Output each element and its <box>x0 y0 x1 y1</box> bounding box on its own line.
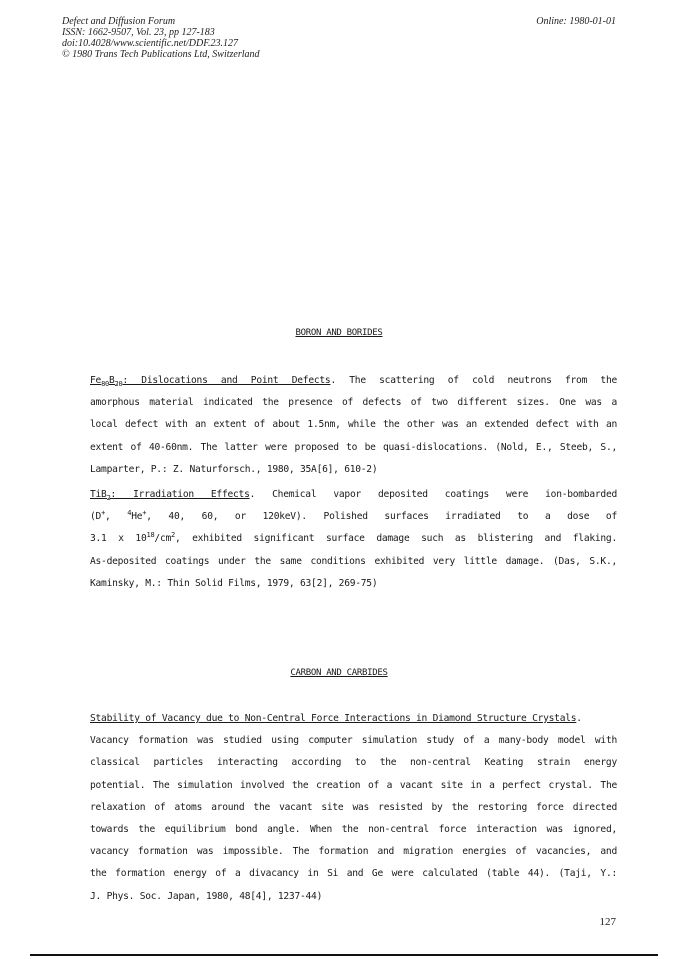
entry-citation: J. Phys. Soc. Japan, 1980, 48[4], 1237-44) <box>90 890 323 902</box>
entry-fe80b20 <box>90 370 617 481</box>
entry-line: amorphous material indicated the presence of defects of two different sizes. One was a <box>90 397 617 409</box>
entry-line: Vacancy formation was studied using computer simulation study of a many-body model with <box>90 735 617 747</box>
entry-tib2 <box>90 484 617 595</box>
entry-line: relaxation of atoms around the vacant site was resisted by the restoring force directed <box>90 801 617 813</box>
entry-line: potential. The simulation involved the creation of a vacant site in a perfect crystal. The <box>90 779 617 791</box>
entry-line: Stability of Vacancy due to Non-Central Force Interactions in Diamond Structure Crystals. <box>90 713 582 724</box>
entry-line: local defect with an extent of about 1.5nm, while the other was an extended defect with an <box>90 419 617 431</box>
entry-citation: Lamparter, P.: Z. Naturforsch., 1980, 35A[6], 610-2) <box>90 463 378 475</box>
section-heading-carbon: CARBON AND CARBIDES <box>290 668 388 678</box>
footer-rule <box>30 954 658 956</box>
entry-line: $Fe_{80}B_{20}$: Dislocations and Point Defects. The scattering of cold neutrons from the <box>90 375 617 388</box>
journal-header <box>62 16 260 60</box>
entry-line: TiB$_2$: Irradiation Effects. Chemical vapor deposited coatings were ion-bombarded <box>90 489 617 502</box>
entry-citation: Kaminsky, M.: Thin Solid Films, 1979, 63[2], 269-75) <box>90 577 378 589</box>
doi: doi:10.4028/www.scientific.net/DDF.23.127 <box>62 38 239 49</box>
entry-line: vacancy formation was impossible. The formation and migration energies of vacancies, and <box>90 846 617 858</box>
entry-line: 3.1 x $10^{18}/cm^2$, exhibited significant surface damage such as blistering and flaking. <box>90 531 617 545</box>
entry-title: TiB$_2$: Irradiation Effects <box>90 489 250 502</box>
entry-vacancy-stability <box>90 708 617 908</box>
entry-line: the formation energy of a divacancy in Si and Ge were calculated (table 44). (Taji, Y.: <box>90 868 617 880</box>
issn: ISSN: 1662-9507, Vol. 23, pp 127-183 <box>62 27 215 38</box>
entry-line: (D+, $^4$He+, 40, 60, or 120keV). Polished surfaces irradiated to a dose of <box>90 509 617 523</box>
section-heading-boron: BORON AND BORIDES <box>295 328 383 338</box>
entry-line: extent of 40-60nm. The latter were proposed to be quasi-dislocations. (Nold, E., Steeb, S., <box>90 441 617 453</box>
entry-title: Stability of Vacancy due to Non-Central Force Interactions in Diamond Structure Crystals <box>90 713 577 724</box>
online-date: Online: 1980-01-01 <box>536 16 616 27</box>
entry-title: $Fe_{80}B_{20}$: Dislocations and Point Defects <box>90 375 331 388</box>
page-number: 127 <box>599 916 616 928</box>
entry-line: As-deposited coatings under the same conditions exhibited very little damage. (Das, S.K., <box>90 555 617 567</box>
entry-line: classical particles interacting according to the non-central Keating strain energy <box>90 757 617 769</box>
entry-line: towards the equilibrium bond angle. When the non-central force interaction was ignored, <box>90 823 617 835</box>
journal-name: Defect and Diffusion Forum <box>62 16 176 27</box>
copyright: © 1980 Trans Tech Publications Ltd, Switzerland <box>62 49 260 60</box>
